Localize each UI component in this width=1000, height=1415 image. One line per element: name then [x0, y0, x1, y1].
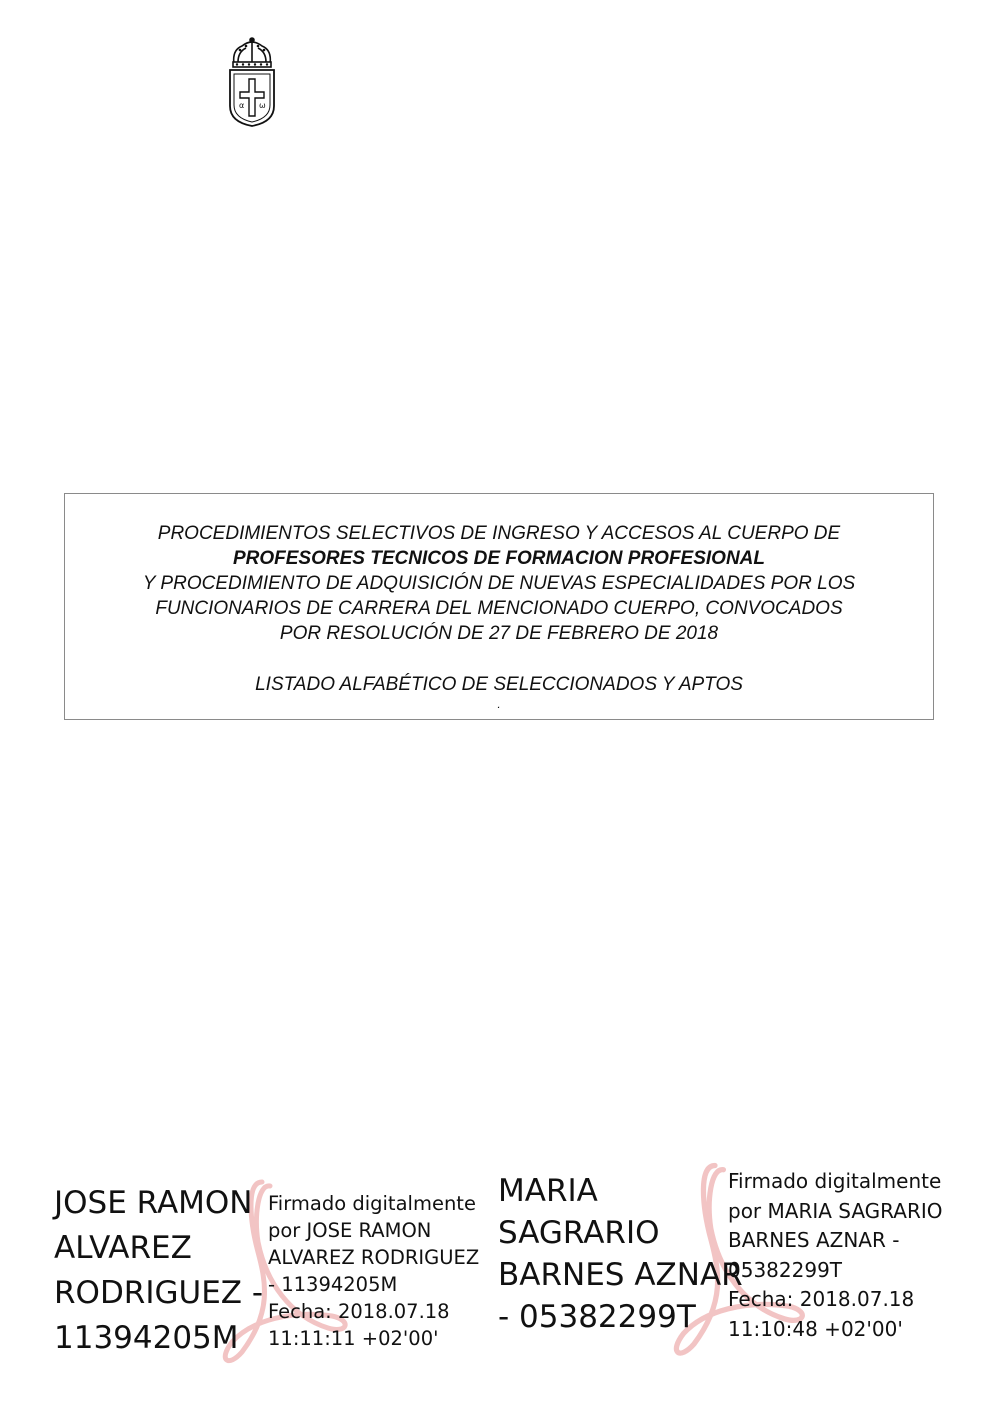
signer-2-details: Firmado digitalmente por MARIA SAGRARIO BARNES AZNAR - 05382299T Fecha: 2018.07.18 11:10:48 +02'00' [728, 1169, 943, 1341]
title-line-2: PROFESORES TECNICOS DE FORMACION PROFESIONAL [232, 548, 766, 569]
svg-text:α: α [239, 101, 245, 110]
title-line-4: FUNCIONARIOS DE CARRERA DEL MENCIONADO CUERPO, CONVOCADOS [155, 598, 843, 619]
svg-text:ω: ω [259, 101, 266, 110]
title-trailing-dot: . [497, 697, 501, 711]
signer-1-name: JOSE RAMON ALVAREZ RODRIGUEZ - 11394205M [54, 1185, 264, 1356]
title-line-5: POR RESOLUCIÓN DE 27 DE FEBRERO DE 2018 [279, 623, 719, 644]
title-line-1: PROCEDIMIENTOS SELECTIVOS DE INGRESO Y ACCESOS AL CUERPO DE [157, 523, 841, 544]
signer-2-name: MARIA SAGRARIO BARNES AZNAR - 05382299T [498, 1173, 743, 1335]
signer-1-details: Firmado digitalmente por JOSE RAMON ALVAREZ RODRIGUEZ - 11394205M Fecha: 2018.07.18 11:11:11 +02'00' [268, 1192, 480, 1350]
listing-title: LISTADO ALFABÉTICO DE SELECCIONADOS Y APTOS [255, 674, 743, 695]
document-title-box [64, 493, 934, 720]
title-line-3: Y PROCEDIMIENTO DE ADQUISICIÓN DE NUEVAS ESPECIALIDADES POR LOS [142, 573, 856, 594]
coat-of-arms-icon [224, 36, 280, 128]
